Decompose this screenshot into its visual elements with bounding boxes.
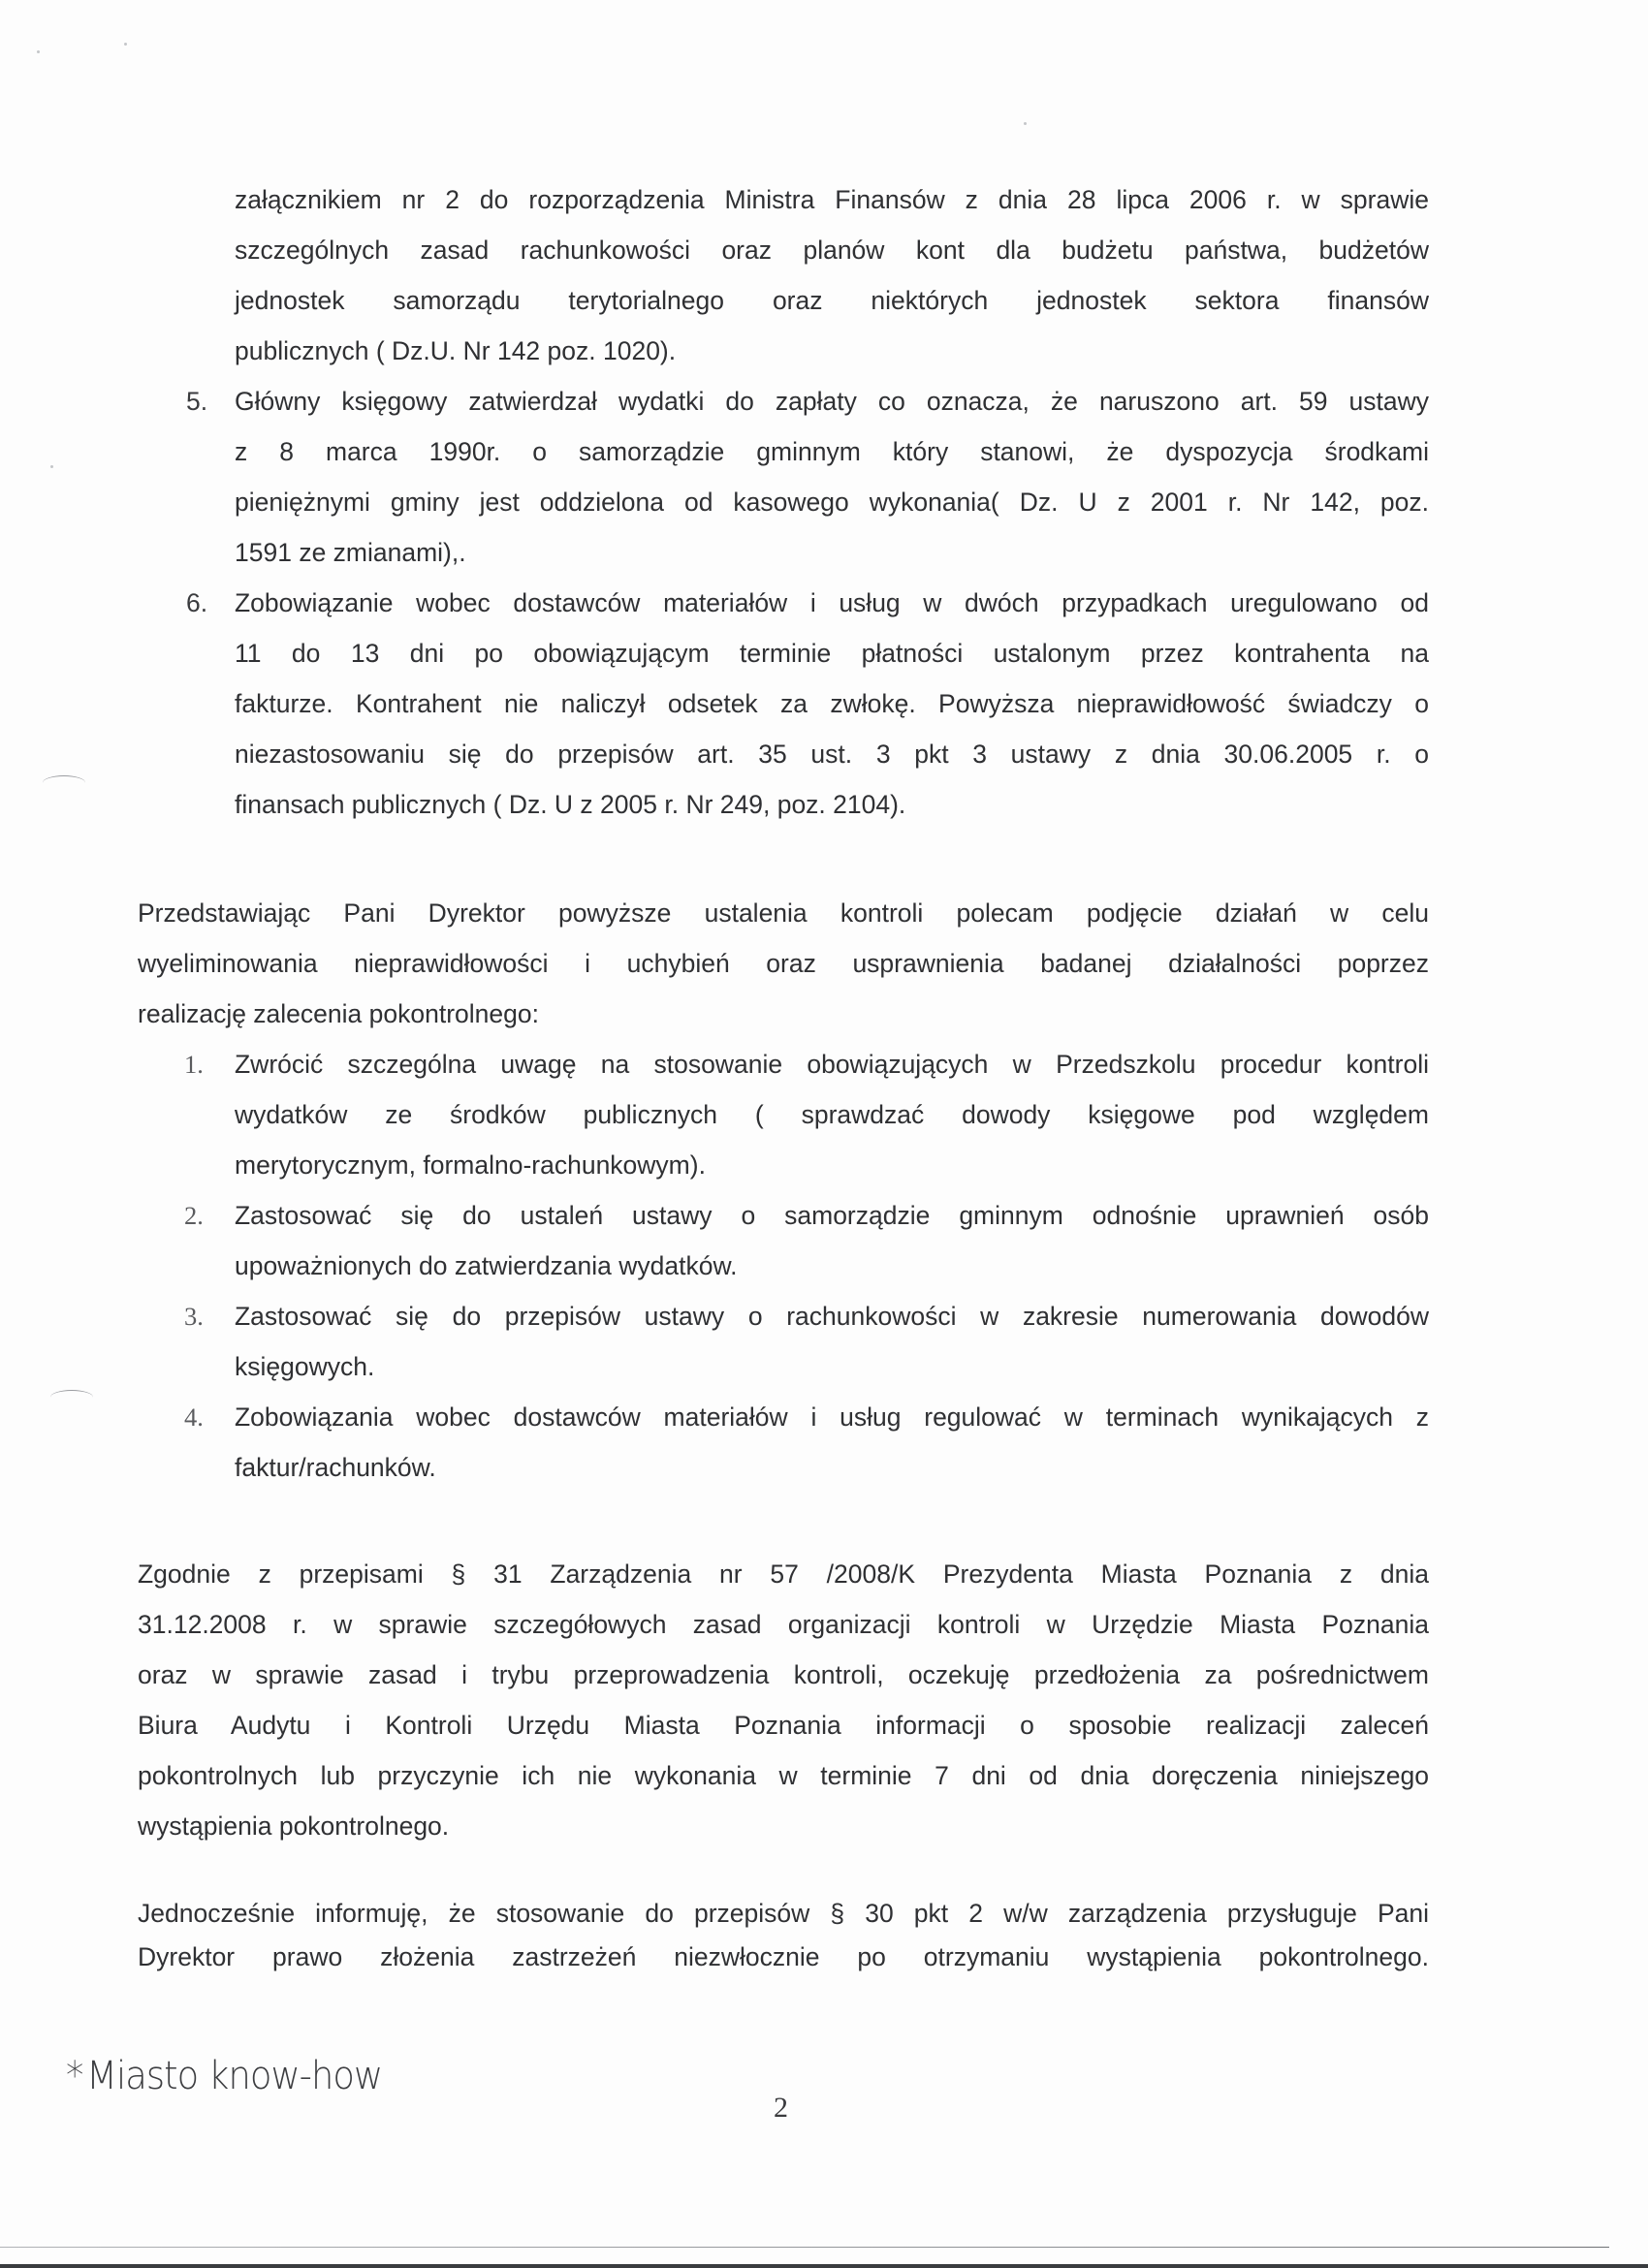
text-line: Zastosować się do przepisów ustawy o rachunkowości w zakresie numerowania dowodów	[235, 1302, 1429, 1331]
list-number: 5.	[186, 387, 208, 416]
text-line: szczególnych zasad rachunkowości oraz planów kont dla budżetu państwa, budżetów	[235, 236, 1429, 265]
text-line: z 8 marca 1990r. o samorządzie gminnym który stanowi, że dyspozycja środkami	[235, 437, 1429, 466]
text-line: 11 do 13 dni po obowiązującym terminie płatności ustalonym przez kontrahenta na	[235, 639, 1429, 668]
punch-hole-shadow	[50, 1390, 93, 1404]
asterisk-icon: *	[66, 2054, 83, 2098]
text-line: fakturze. Kontrahent nie naliczył odsetek za zwłokę. Powyższa nieprawidłowość świadczy o	[235, 689, 1429, 718]
text-line: pieniężnymi gminy jest oddzielona od kasowego wykonania( Dz. U z 2001 r. Nr 142, poz.	[235, 488, 1429, 517]
text-line: publicznych ( Dz.U. Nr 142 poz. 1020).	[235, 336, 677, 365]
list-number: 4.	[184, 1402, 204, 1432]
text-line: wydatków ze środków publicznych ( sprawdzać dowody księgowe pod względem	[235, 1100, 1429, 1129]
text-line: załącznikiem nr 2 do rozporządzenia Ministra Finansów z dnia 28 lipca 2006 r. w sprawie	[235, 185, 1429, 214]
scan-speck	[37, 50, 40, 53]
text-line: Zastosować się do ustaleń ustawy o samorządzie gminnym odnośnie uprawnień osób	[235, 1201, 1429, 1230]
text-line: niezastosowaniu się do przepisów art. 35 ust. 3 pkt 3 ustawy z dnia 30.06.2005 r. o	[235, 740, 1429, 769]
text-line: Zwrócić szczególna uwagę na stosowanie obowiązujących w Przedszkolu procedur kontroli	[235, 1050, 1429, 1079]
brand-logo	[66, 2053, 382, 2099]
text-line: 1591 ze zmianami),.	[235, 538, 466, 567]
text-line: pokontrolnych lub przyczynie ich nie wykonania w terminie 7 dni od dnia doręczenia niniejszego	[138, 1761, 1429, 1790]
text-line: oraz w sprawie zasad i trybu przeprowadzenia kontroli, oczekuję przedłożenia za pośrednictwem	[138, 1660, 1429, 1689]
text-line: jednostek samorządu terytorialnego oraz niektórych jednostek sektora finansów	[235, 286, 1429, 315]
text-line: Dyrektor prawo złożenia zastrzeżeń niezwłocznie po otrzymaniu wystąpienia pokontrolnego.	[138, 1942, 1429, 1971]
text-line: merytorycznym, formalno-rachunkowym).	[235, 1150, 706, 1180]
text-line: Jednocześnie informuję, że stosowanie do przepisów § 30 pkt 2 w/w zarządzenia przysługuje Pani	[138, 1899, 1429, 1928]
page-number: 2	[774, 2092, 788, 2124]
text-line: księgowych.	[235, 1352, 375, 1381]
list-number: 6.	[186, 588, 208, 617]
text-line: finansach publicznych ( Dz. U z 2005 r. Nr 249, poz. 2104).	[235, 790, 906, 819]
list-number: 1.	[184, 1050, 204, 1079]
list-number: 2.	[184, 1201, 204, 1230]
text-line: Zgodnie z przepisami § 31 Zarządzenia nr 57 /2008/K Prezydenta Miasta Poznania z dnia	[138, 1559, 1429, 1589]
text-line: Zobowiązania wobec dostawców materiałów i usług regulować w terminach wynikających z	[235, 1402, 1429, 1432]
scan-speck	[1024, 122, 1027, 125]
text-line: Biura Audytu i Kontroli Urzędu Miasta Poznania informacji o sposobie realizacji zaleceń	[138, 1711, 1429, 1740]
punch-hole-shadow	[43, 775, 85, 790]
scan-speck	[50, 465, 53, 468]
text-line: wystąpienia pokontrolnego.	[138, 1811, 450, 1841]
text-line: 31.12.2008 r. w sprawie szczegółowych zasad organizacji kontroli w Urzędzie Miasta Poznania	[138, 1610, 1429, 1639]
text-line: upoważnionych do zatwierdzania wydatków.	[235, 1251, 738, 1280]
scan-edge-line	[0, 2247, 1609, 2248]
text-line: faktur/rachunków.	[235, 1453, 436, 1482]
scan-bottom-edge	[0, 2264, 1648, 2268]
scan-speck	[124, 43, 127, 46]
brand-text: Miasto know-how	[86, 2054, 383, 2098]
text-line: Główny księgowy zatwierdzał wydatki do zapłaty co oznacza, że naruszono art. 59 ustawy	[235, 387, 1429, 416]
text-line: Przedstawiając Pani Dyrektor powyższe ustalenia kontroli polecam podjęcie działań w celu	[138, 898, 1429, 928]
text-line: Zobowiązanie wobec dostawców materiałów i usług w dwóch przypadkach uregulowano od	[235, 588, 1429, 617]
text-line: wyeliminowania nieprawidłowości i uchybień oraz usprawnienia badanej działalności poprzez	[138, 949, 1429, 978]
text-line: realizację zalecenia pokontrolnego:	[138, 999, 539, 1028]
list-number: 3.	[184, 1302, 204, 1331]
